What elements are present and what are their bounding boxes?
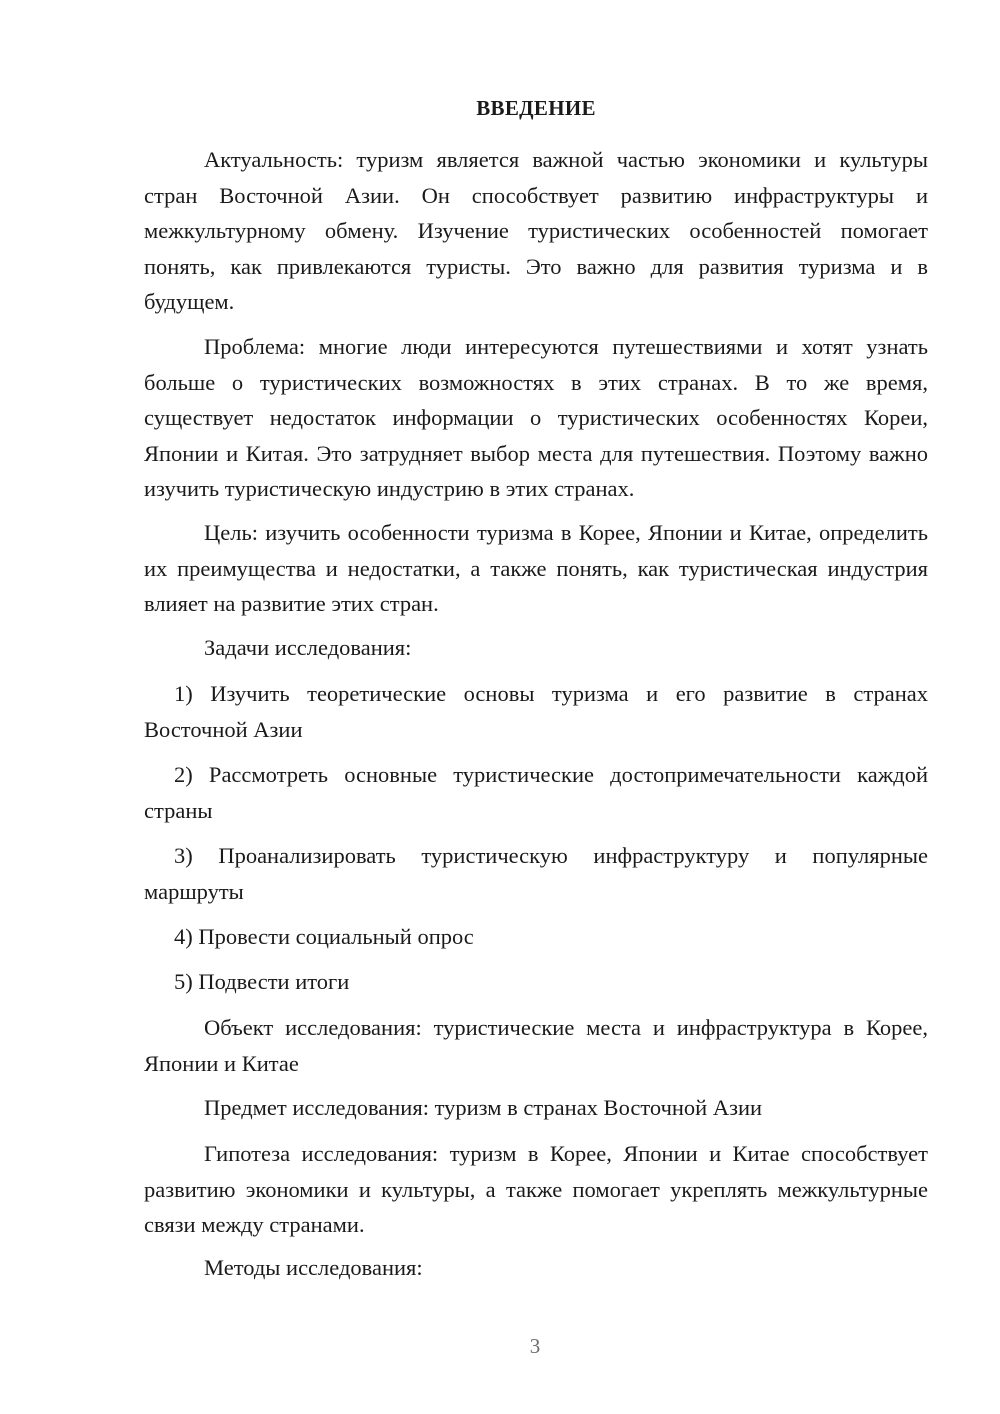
task-item-2: 2) Рассмотреть основные туристические достопримечательности каждой страны (144, 762, 928, 823)
hypothesis-paragraph: Гипотеза исследования: туризм в Корее, Японии и Китае способствует развитию экономики и культуры, а также помогает укреплять межкультурные связи между странами. (144, 1141, 928, 1237)
goal-paragraph: Цель: изучить особенности туризма в Корее, Японии и Китае, определить их преимущества и недостатки, а также понять, как туристическая индустрия влияет на развитие этих стран. (144, 520, 928, 616)
subject-paragraph: Предмет исследования: туризм в странах Восточной Азии (204, 1095, 763, 1120)
task-item-4: 4) Провести социальный опрос (174, 924, 474, 949)
tasks-heading: Задачи исследования: (204, 635, 412, 660)
task-item-3: 3) Проанализировать туристическую инфраструктуру и популярные маршруты (144, 843, 928, 904)
task-item-5: 5) Подвести итоги (174, 969, 350, 994)
page-number: 3 (529, 1334, 541, 1358)
problem-paragraph: Проблема: многие люди интересуются путешествиями и хотят узнать больше о туристических возможностях в этих странах. В то же время, существует недостаток информации о туристических особенностях Кореи, Японии и Китая. Это затрудняет выбор места для путешествия. Поэтому важно изучить туристическую индустрию в этих странах. (144, 334, 928, 501)
object-paragraph: Объект исследования: туристические места и инфраструктура в Корее, Японии и Китае (144, 1015, 928, 1076)
task-item-1: 1) Изучить теоретические основы туризма и его развитие в странах Восточной Азии (144, 681, 928, 742)
page-title: ВВЕДЕНИЕ (476, 96, 596, 120)
methods-heading: Методы исследования: (204, 1255, 423, 1280)
relevance-paragraph: Актуальность: туризм является важной частью экономики и культуры стран Восточной Азии. Он способствует развитию инфраструктуры и межкультурному обмену. Изучение туристических особенностей помогает понять, как привлекаются туристы. Это важно для развития туризма и в будущем. (144, 147, 928, 314)
